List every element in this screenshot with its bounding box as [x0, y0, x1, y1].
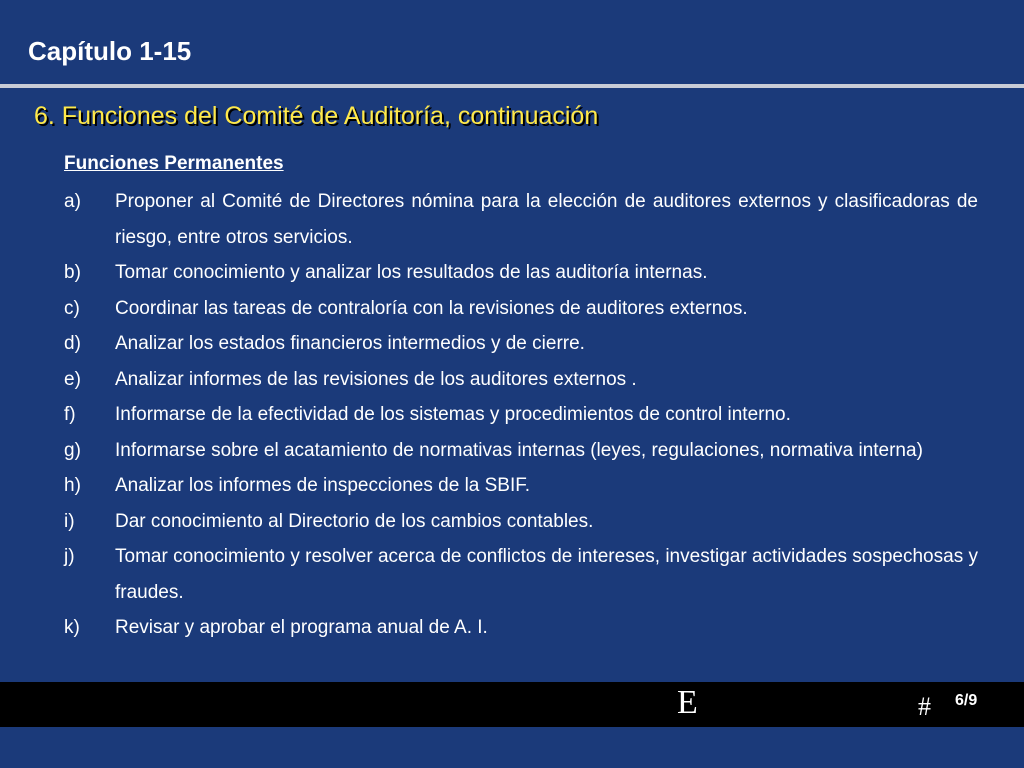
header-divider: [0, 84, 1024, 88]
list-item-text: Informarse de la efectividad de los sistemas y procedimientos de control interno.: [115, 404, 791, 425]
list-item-marker: e): [64, 368, 81, 390]
footer-bar: [0, 682, 1024, 727]
list-item: [64, 184, 978, 255]
section-title: 6. Funciones del Comité de Auditoría, continuación: [34, 102, 599, 130]
list-item: [64, 397, 978, 433]
list-item: [64, 610, 978, 646]
list-item: [64, 291, 978, 327]
list-item: [64, 255, 978, 291]
list-item-marker: k): [64, 617, 80, 638]
list-item-marker: i): [64, 510, 75, 532]
list-item-marker: h): [64, 475, 81, 496]
list-item: [64, 326, 978, 362]
list-item-marker: a): [64, 191, 81, 212]
list-item-text: Analizar los estados financieros intermedios y de cierre.: [115, 333, 585, 354]
footer-hash-glyph: #: [918, 692, 931, 721]
list-item-marker: j): [64, 546, 75, 567]
list-item-text: Revisar y aprobar el programa anual de A. I.: [115, 617, 488, 638]
list-item-text: Tomar conocimiento y analizar los resultados de las auditoría internas.: [115, 262, 708, 283]
list-item-marker: d): [64, 333, 81, 354]
list-item-marker: f): [64, 404, 76, 425]
subheading: Funciones Permanentes: [64, 153, 284, 174]
page-number: 6/9: [955, 692, 978, 709]
list-item: [64, 539, 978, 610]
footer-e-glyph: E: [677, 684, 698, 721]
list-item-text: Coordinar las tareas de contraloría con la revisiones de auditores externos.: [115, 297, 748, 319]
list-item: [64, 433, 978, 469]
chapter-title: Capítulo 1-15: [28, 36, 192, 66]
list-item-text: Analizar informes de las revisiones de los auditores externos .: [115, 368, 637, 390]
list-item: [64, 362, 978, 398]
list-item-text: Tomar conocimiento y resolver acerca de conflictos de intereses, investigar actividades sospechosas y fraudes.: [115, 546, 978, 603]
list-item-text: Informarse sobre el acatamiento de normativas internas (leyes, regulaciones, normativa interna): [115, 439, 923, 461]
list-item-marker: b): [64, 262, 81, 283]
list-item: [64, 504, 978, 540]
list-item-marker: g): [64, 439, 81, 461]
functions-list: [64, 184, 978, 646]
list-item-marker: c): [64, 297, 80, 319]
list-item-text: Analizar los informes de inspecciones de la SBIF.: [115, 475, 531, 496]
list-item-text: Dar conocimiento al Directorio de los cambios contables.: [115, 510, 594, 532]
list-item: [64, 468, 978, 504]
list-item-text: Proponer al Comité de Directores nómina para la elección de auditores externos y clasificadoras de riesgo, entre otros servicios.: [115, 191, 978, 248]
